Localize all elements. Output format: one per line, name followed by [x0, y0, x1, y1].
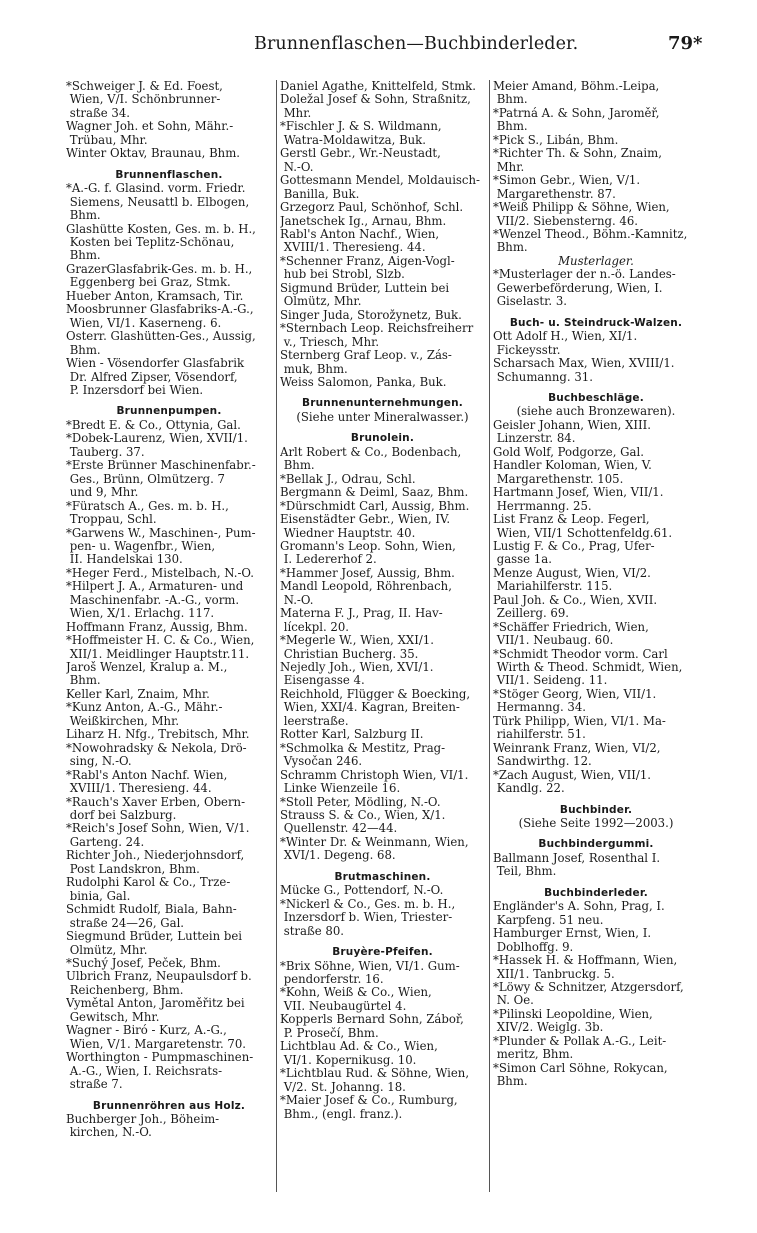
directory-entry-line: Gromann's Leop. Sohn, Wien,: [280, 539, 456, 553]
column-2: [280, 80, 485, 1121]
directory-entry-line: *Simon Carl Söhne, Rokycan,: [493, 1061, 668, 1075]
directory-entry-line: Bhm.: [66, 674, 101, 688]
directory-entry-line: Ges., Brünn, Olmützerg. 7: [66, 472, 225, 486]
directory-entry-line: Mandl Leopold, Röhrenbach,: [280, 580, 452, 594]
directory-entry-line: *Schmolka & Mestitz, Prag-: [280, 741, 446, 755]
directory-entry-line: Meier Amand, Böhm.-Leipa,: [493, 80, 660, 93]
directory-entry-line: Ott Adolf H., Wien, XI/1.: [493, 330, 638, 344]
section-heading: Brunolein.: [350, 432, 415, 445]
directory-entry-line: Wirth & Theod. Schmidt, Wien,: [493, 661, 683, 675]
directory-entry-line: *Richter Th. & Sohn, Znaim,: [493, 147, 662, 161]
directory-entry-line: Kopperls Bernard Sohn, Záboř,: [280, 1013, 464, 1027]
directory-entry-line: Christian Bucherg. 35.: [280, 647, 419, 661]
spacer: [280, 938, 485, 946]
directory-entry-line: *Fischler J. & S. Wildmann,: [280, 120, 442, 134]
section-heading: Buchbinder.: [559, 803, 633, 816]
section-heading: Buchbindergummi.: [538, 838, 654, 851]
directory-entry-line: riahilferstr. 51.: [493, 728, 586, 742]
directory-entry-line: Herrmanng. 25.: [493, 499, 592, 513]
directory-entry-line: Bhm.: [493, 93, 528, 107]
directory-entry-line: Gottesmann Mendel, Moldauisch-: [280, 174, 480, 188]
directory-entry-line: Menze August, Wien, VI/2.: [493, 566, 651, 580]
directory-entry-line: Wien, X/1. Erlachg. 117.: [66, 607, 215, 621]
directory-entry-line: Sigmund Brüder, Luttein bei: [280, 281, 450, 295]
directory-entry-line: Materna F. J., Prag, II. Hav-: [280, 607, 443, 621]
directory-entry-line: Handler Koloman, Wien, V.: [493, 459, 652, 473]
directory-entry-line: *Schenner Franz, Aigen-Vogl-: [280, 254, 455, 268]
spacer: [280, 424, 485, 432]
directory-entry-line: Worthington - Pumpmaschinen-: [66, 1051, 254, 1065]
directory-entry-line: Keller Karl, Znaim, Mhr.: [66, 687, 210, 701]
directory-entry-line: Quellenstr. 42—44.: [280, 822, 398, 836]
directory-entry-line: Mhr.: [493, 160, 525, 174]
directory-entry-line: Sandwirthg. 12.: [493, 755, 592, 769]
directory-entry-line: Rabl's Anton Nachf., Wien,: [280, 227, 440, 241]
directory-entry-line: lícekpl. 20.: [280, 620, 349, 634]
directory-entry-line: Weinrank Franz, Wien, VI/2,: [493, 741, 661, 755]
directory-entry-line: Jaroš Wenzel, Kralup a. M.,: [66, 661, 228, 675]
cross-reference: (Siehe Seite 1992—2003.): [518, 817, 674, 831]
directory-entry-line: Teil, Bhm.: [493, 865, 557, 879]
directory-entry-line: Olmütz, Mhr.: [280, 295, 362, 309]
directory-entry-line: *A.-G. f. Glasind. vorm. Friedr.: [66, 182, 246, 196]
directory-entry-line: *Plunder & Pollak A.-G., Leit-: [493, 1034, 667, 1048]
directory-entry-line: Bergmann & Deiml, Saaz, Bhm.: [280, 486, 469, 500]
directory-entry-line: Bhm., (engl. franz.).: [280, 1107, 403, 1121]
directory-entry-line: Hoffmann Franz, Aussig, Bhm.: [66, 620, 248, 634]
directory-entry-line: Bhm.: [66, 209, 101, 223]
directory-entry-line: *Schweiger J. & Ed. Foest,: [66, 80, 223, 93]
directory-entry-line: *Wenzel Theod., Böhm.-Kamnitz,: [493, 227, 688, 241]
directory-entry-line: *Suchý Josef, Peček, Bhm.: [66, 957, 221, 970]
directory-entry-line: XII/1. Tanbruckg. 5.: [493, 967, 615, 981]
section-heading: Brunnenpumpen.: [116, 405, 222, 418]
directory-entry-line: Giselastr. 3.: [493, 295, 567, 309]
directory-entry-line: *Kohn, Weiß & Co., Wien,: [280, 986, 432, 1000]
directory-entry-line: Kosten bei Teplitz-Schönau,: [66, 235, 235, 249]
directory-entry-line: v., Triesch, Mhr.: [280, 335, 380, 349]
directory-entry-line: Buchberger Joh., Böheim-: [66, 1112, 220, 1126]
column-divider: [489, 80, 490, 1192]
directory-entry-line: Wien, VII/1 Schottenfeldg.61.: [493, 526, 673, 540]
directory-entry-line: II. Handelskai 130.: [66, 553, 183, 567]
directory-entry-line: A.-G., Wien, I. Reichsrats-: [66, 1064, 223, 1078]
directory-entry-line: pendorferstr. 16.: [280, 973, 384, 986]
directory-entry-line: GrazerGlasfabrik-Ges. m. b. H.,: [66, 262, 253, 276]
directory-entry-line: pen- u. Wagenfbr., Wien,: [66, 539, 216, 553]
directory-entry-line: Österr. Glashütten-Ges., Aussig,: [66, 330, 256, 344]
directory-entry-line: *Löwy & Schnitzer, Atzgersdorf,: [493, 981, 684, 994]
directory-entry-line: Trübau, Mhr.: [66, 133, 148, 147]
directory-entry-line: Kandlg. 22.: [493, 782, 565, 796]
directory-entry-line: Vysočan 246.: [280, 755, 363, 769]
spacer: [493, 309, 699, 317]
directory-entry-line: *Bellak J., Odrau, Schl.: [280, 472, 416, 486]
directory-entry-line: Grzegorz Paul, Schönhof, Schl.: [280, 201, 464, 215]
directory-entry-line: Schramm Christoph Wien, VI/1.: [280, 768, 469, 782]
section-heading: Brunnenunternehmungen.: [302, 397, 463, 410]
directory-entry-line: Troppau, Schl.: [66, 513, 157, 527]
spacer: [493, 384, 699, 392]
directory-entry-line: Watra-Moldawitza, Buk.: [280, 133, 426, 147]
section-heading: Brunnenröhren aus Holz.: [92, 1099, 246, 1112]
directory-entry-line: XVIII/1. Theresieng. 44.: [280, 241, 426, 255]
directory-entry-line: *Megerle W., Wien, XXI/1.: [280, 634, 434, 648]
column-1: [66, 80, 272, 1140]
directory-entry-line: *Reich's Josef Sohn, Wien, V/1.: [66, 822, 250, 836]
directory-entry-line: Mücke G., Pottendorf, N.-Ö.: [280, 884, 444, 898]
subsection-heading: Musterlager.: [558, 254, 634, 268]
directory-entry-line: Linzerstr. 84.: [493, 432, 576, 446]
cross-reference: (siehe auch Bronzewaren).: [516, 405, 676, 419]
directory-entry-line: Strauss S. & Co., Wien, X/1.: [280, 809, 446, 823]
directory-entry-line: Olmütz, Mhr.: [66, 943, 148, 957]
directory-entry-line: Singer Juda, Storožynetz, Buk.: [280, 308, 462, 322]
directory-entry-line: leerstraße.: [280, 714, 349, 728]
directory-entry-line: *Dobek-Laurenz, Wien, XVII/1.: [66, 432, 248, 446]
directory-entry-line: Geisler Johann, Wien, XIII.: [493, 418, 651, 432]
directory-entry-line: Lichtblau Ad. & Co., Wien,: [280, 1040, 438, 1054]
directory-entry-line: *Pilinski Leopoldine, Wien,: [493, 1007, 653, 1021]
directory-entry-line: *Nowohradsky & Nekola, Drö-: [66, 741, 247, 755]
directory-entry-line: sing, N.-Ö.: [66, 755, 132, 769]
spacer: [280, 863, 485, 871]
column-3: [493, 80, 699, 1089]
section-heading: Brutmaschinen.: [334, 870, 431, 883]
directory-entry-line: Gewerbeförderung, Wien, I.: [493, 281, 663, 295]
directory-entry-line: Margarethenstr. 87.: [493, 187, 616, 201]
directory-entry-line: Moosbrunner Glasfabriks-A.-G.,: [66, 303, 254, 317]
directory-entry-line: N.-Ö.: [280, 593, 314, 607]
running-title: Brunnenflaschen—Buchbinderleder.: [254, 34, 579, 54]
directory-entry-line: N.-Ö.: [280, 160, 314, 174]
directory-entry-line: *Stoll Peter, Mödling, N.-Ö.: [280, 795, 441, 809]
directory-entry-line: Weiss Salomon, Panka, Buk.: [280, 375, 447, 389]
directory-entry-line: *Stöger Georg, Wien, VII/1.: [493, 687, 657, 701]
directory-entry-line: Ballmann Josef, Rosenthal I.: [493, 851, 661, 865]
section-heading: Bruyère-Pfeifen.: [332, 946, 433, 959]
directory-entry-line: Eisenstädter Gebr., Wien, IV.: [280, 513, 451, 527]
directory-entry-line: Hartmann Josef, Wien, VII/1.: [493, 486, 664, 500]
directory-entry-line: N. Oe.: [493, 994, 534, 1008]
directory-entry-line: *Dürschmidt Carl, Aussig, Bhm.: [280, 499, 470, 513]
directory-entry-line: Sternberg Graf Leop. v., Zás-: [280, 349, 452, 363]
directory-entry-line: Eggenberg bei Graz, Stmk.: [66, 276, 231, 290]
directory-entry-line: Daniel Agathe, Knittelfeld, Stmk.: [280, 80, 476, 93]
directory-entry-line: Vymětal Anton, Jaroměřitz bei: [66, 997, 245, 1011]
directory-entry-line: *Schmidt Theodor vorm. Carl: [493, 647, 668, 661]
directory-entry-line: hub bei Strobl, Slzb.: [280, 268, 405, 282]
directory-entry-line: Hermanng. 34.: [493, 701, 587, 715]
directory-entry-line: P. Inzersdorf bei Wien.: [66, 383, 204, 397]
directory-entry-line: Zeillerg. 69.: [493, 607, 569, 621]
directory-entry-line: Glashütte Kosten, Ges. m. b. H.,: [66, 222, 256, 236]
spacer: [493, 879, 699, 887]
section-heading: Brunnenflaschen.: [115, 168, 223, 181]
directory-entry-line: muk, Bhm.: [280, 362, 348, 376]
directory-entry-line: Bhm.: [66, 249, 101, 263]
page-header: [0, 34, 757, 60]
directory-entry-line: *Kunz Anton, A.-G., Mähr.-: [66, 701, 223, 715]
directory-entry-line: Nejedly Joh., Wien, XVI/1.: [280, 661, 434, 675]
directory-entry-line: binia, Gal.: [66, 889, 131, 903]
directory-entry-line: Engländer's A. Sohn, Prag, I.: [493, 900, 665, 914]
directory-entry-line: *Pick S., Libán, Bhm.: [493, 133, 619, 147]
directory-entry-line: I. Ledererhof 2.: [280, 553, 377, 567]
directory-entry-line: Gewitsch, Mhr.: [66, 1010, 160, 1024]
page-number: 79*: [668, 33, 703, 54]
directory-entry-line: Mhr.: [280, 106, 312, 120]
directory-entry-line: *Füratsch A., Ges. m. b. H.,: [66, 499, 229, 513]
directory-entry-line: *Weiß Philipp & Söhne, Wien,: [493, 201, 670, 215]
directory-entry-line: Post Landskron, Bhm.: [66, 862, 200, 876]
directory-entry-line: *Zach August, Wien, VII/1.: [493, 768, 652, 782]
directory-entry-line: *Garwens W., Maschinen-, Pum-: [66, 526, 256, 540]
directory-entry-line: *Maier Josef & Co., Rumburg,: [280, 1094, 458, 1108]
directory-entry-line: Schumanng. 31.: [493, 370, 593, 384]
directory-entry-line: Reichenberg, Bhm.: [66, 983, 184, 997]
directory-entry-line: Weißkirchen, Mhr.: [66, 714, 180, 728]
directory-entry-line: Wagner Joh. et Sohn, Mähr.-: [66, 120, 234, 134]
directory-entry-line: XIV/2. Weiglg. 3b.: [493, 1021, 604, 1035]
directory-entry-line: und 9, Mhr.: [66, 486, 139, 500]
directory-entry-line: Wien - Vösendorfer Glasfabrik: [66, 357, 245, 371]
directory-entry-line: Scharsach Max, Wien, XVIII/1.: [493, 357, 675, 371]
section-heading: Buch- u. Steindruck-Walzen.: [509, 316, 683, 329]
directory-entry-line: *Rauch's Xaver Erben, Obern-: [66, 795, 246, 809]
directory-entry-line: dorf bei Salzburg.: [66, 809, 177, 823]
spacer: [66, 1092, 272, 1100]
directory-entry-line: P. Prosečí, Bhm.: [280, 1026, 379, 1040]
directory-entry-line: Richter Joh., Niederjohnsdorf,: [66, 849, 245, 863]
directory-entry-line: Gerstl Gebr., Wr.-Neustadt,: [280, 147, 441, 161]
section-heading: Buchbeschläge.: [548, 391, 644, 404]
directory-entry-line: Winter Oktav, Braunau, Bhm.: [66, 147, 240, 161]
directory-entry-line: kirchen, N.-Ö.: [66, 1126, 152, 1140]
directory-entry-line: VII/1. Seideng. 11.: [493, 674, 608, 688]
directory-entry-line: Garteng. 24.: [66, 835, 145, 849]
directory-entry-line: Tauberg. 37.: [66, 445, 145, 459]
directory-entry-line: Wien, VI/1. Kaserneng. 6.: [66, 316, 222, 330]
directory-entry-line: Arlt Robert & Co., Bodenbach,: [280, 445, 462, 459]
directory-entry-line: Reichhold, Flügger & Boecking,: [280, 687, 471, 701]
directory-entry-line: Lustig F. & Co., Prag, Ufer-: [493, 539, 655, 553]
directory-entry-line: gasse 1a.: [493, 553, 552, 567]
directory-entry-line: Bhm.: [493, 241, 528, 255]
directory-entry-line: VII/1. Neubaug. 60.: [493, 634, 614, 648]
directory-entry-line: Wien, XXI/4. Kagran, Breiten-: [280, 701, 460, 715]
directory-entry-line: Liharz H. Nfg., Trebitsch, Mhr.: [66, 728, 250, 742]
directory-entry-line: Wiedner Hauptstr. 40.: [280, 526, 416, 540]
directory-entry-line: Bhm.: [493, 120, 528, 134]
cross-reference: (Siehe unter Mineralwasser.): [296, 410, 469, 424]
spacer: [280, 389, 485, 397]
directory-entry-line: straße 80.: [280, 924, 344, 938]
directory-entry-line: *Bredt E. & Co., Ottynia, Gal.: [66, 418, 241, 432]
directory-entry-line: *Sternbach Leop. Reichsfreiherr: [280, 322, 474, 336]
directory-entry-line: *Hassek H. & Hoffmann, Wien,: [493, 954, 678, 968]
directory-entry-line: *Heger Ferd., Mistelbach, N.-Ö.: [66, 566, 255, 580]
directory-entry-line: XVIII/1. Theresieng. 44.: [66, 782, 212, 796]
directory-entry-line: Eisengasse 4.: [280, 674, 365, 688]
directory-entry-line: meritz, Bhm.: [493, 1048, 574, 1062]
directory-entry-line: Linke Wienzeile 16.: [280, 782, 401, 796]
directory-entry-line: Siemens, Neusattl b. Elbogen,: [66, 195, 250, 209]
directory-entry-line: *Hammer Josef, Aussig, Bhm.: [280, 566, 455, 580]
directory-entry-line: *Nickerl & Co., Ges. m. b. H.,: [280, 897, 456, 911]
directory-entry-line: *Simon Gebr., Wien, V/1.: [493, 174, 641, 188]
directory-entry-line: Siegmund Brüder, Luttein bei: [66, 930, 243, 944]
directory-entry-line: Wien, V/I. Schönbrunner-: [66, 93, 221, 107]
directory-entry-line: Rudolphi Karol & Co., Trze-: [66, 876, 231, 890]
directory-entry-line: *Brix Söhne, Wien, VI/1. Gum-: [280, 959, 460, 973]
directory-entry-line: XII/1. Meidlinger Hauptstr.11.: [66, 647, 250, 661]
directory-entry-line: V/2. St. Johanng. 18.: [280, 1080, 406, 1094]
directory-entry-line: *Lichtblau Rud. & Söhne, Wien,: [280, 1067, 470, 1081]
directory-entry-line: Margarethenstr. 105.: [493, 472, 624, 486]
directory-entry-line: Wagner - Biró - Kurz, A.-G.,: [66, 1024, 227, 1038]
directory-entry-line: *Patrná A. & Sohn, Jaroměř,: [493, 106, 660, 120]
directory-entry-line: straße 34.: [66, 106, 130, 120]
directory-entry-line: *Hilpert J. A., Armaturen- und: [66, 580, 244, 594]
directory-entry-line: Bhm.: [280, 459, 315, 473]
directory-entry-line: Wien, V/1. Margaretenstr. 70.: [66, 1037, 247, 1051]
directory-entry-line: Mariahilferstr. 115.: [493, 580, 613, 594]
directory-entry-line: Schmidt Rudolf, Biala, Bahn-: [66, 903, 237, 917]
directory-entry-line: Ulbrich Franz, Neupaulsdorf b.: [66, 970, 252, 984]
spacer: [493, 830, 699, 838]
directory-entry-line: *Winter Dr. & Weinmann, Wien,: [280, 835, 469, 849]
directory-entry-line: Dr. Alfred Zipser, Vösendorf,: [66, 370, 238, 384]
directory-entry-line: Gold Wolf, Podgorze, Gal.: [493, 445, 644, 459]
directory-entry-line: Bhm.: [66, 343, 101, 357]
directory-entry-line: Bhm.: [493, 1075, 528, 1089]
directory-entry-line: *Musterlager der n.-ö. Landes-: [493, 268, 676, 282]
directory-entry-line: *Rabl's Anton Nachf. Wien,: [66, 768, 228, 782]
directory-entry-line: Doblhoffg. 9.: [493, 940, 574, 954]
directory-entry-line: *Erste Brünner Maschinenfabr.-: [66, 459, 256, 473]
directory-entry-line: Janetschek Ig., Arnau, Bhm.: [280, 214, 447, 228]
directory-entry-line: Fickeysstr.: [493, 343, 561, 357]
column-divider: [276, 80, 277, 1192]
directory-entry-line: VI/1. Kopernikusg. 10.: [280, 1053, 417, 1067]
spacer: [493, 796, 699, 804]
directory-entry-line: Paul Joh. & Co., Wien, XVII.: [493, 593, 658, 607]
directory-entry-line: Türk Philipp, Wien, VI/1. Ma-: [493, 714, 666, 728]
directory-entry-line: straße 7.: [66, 1078, 123, 1092]
directory-entry-line: *Schäffer Friedrich, Wien,: [493, 620, 649, 634]
directory-entry-line: *Hoffmeister H. C. & Co., Wien,: [66, 634, 255, 648]
directory-entry-line: List Franz & Leop. Fegerl,: [493, 513, 650, 527]
directory-entry-line: VII. Neubaugürtel 4.: [280, 999, 407, 1013]
directory-entry-line: Maschinenfabr. -A.-G., vorm.: [66, 593, 240, 607]
directory-entry-line: Rotter Karl, Salzburg II.: [280, 728, 424, 742]
directory-entry-line: VII/2. Siebensterng. 46.: [493, 214, 639, 228]
directory-entry-line: straße 24—26, Gal.: [66, 916, 185, 930]
directory-entry-line: Hamburger Ernst, Wien, I.: [493, 927, 652, 941]
directory-entry-line: Karpfeng. 51 neu.: [493, 913, 604, 927]
section-heading: Buchbinderleder.: [544, 886, 648, 899]
directory-entry-line: Doležal Josef & Sohn, Straßnitz,: [280, 93, 471, 107]
spacer: [66, 397, 272, 405]
directory-entry-line: Banilla, Buk.: [280, 187, 360, 201]
directory-entry-line: XVI/1. Degeng. 68.: [280, 849, 396, 863]
directory-entry-line: Inzersdorf b. Wien, Triester-: [280, 911, 453, 925]
spacer: [66, 161, 272, 169]
directory-entry-line: Hueber Anton, Kramsach, Tir.: [66, 289, 244, 303]
